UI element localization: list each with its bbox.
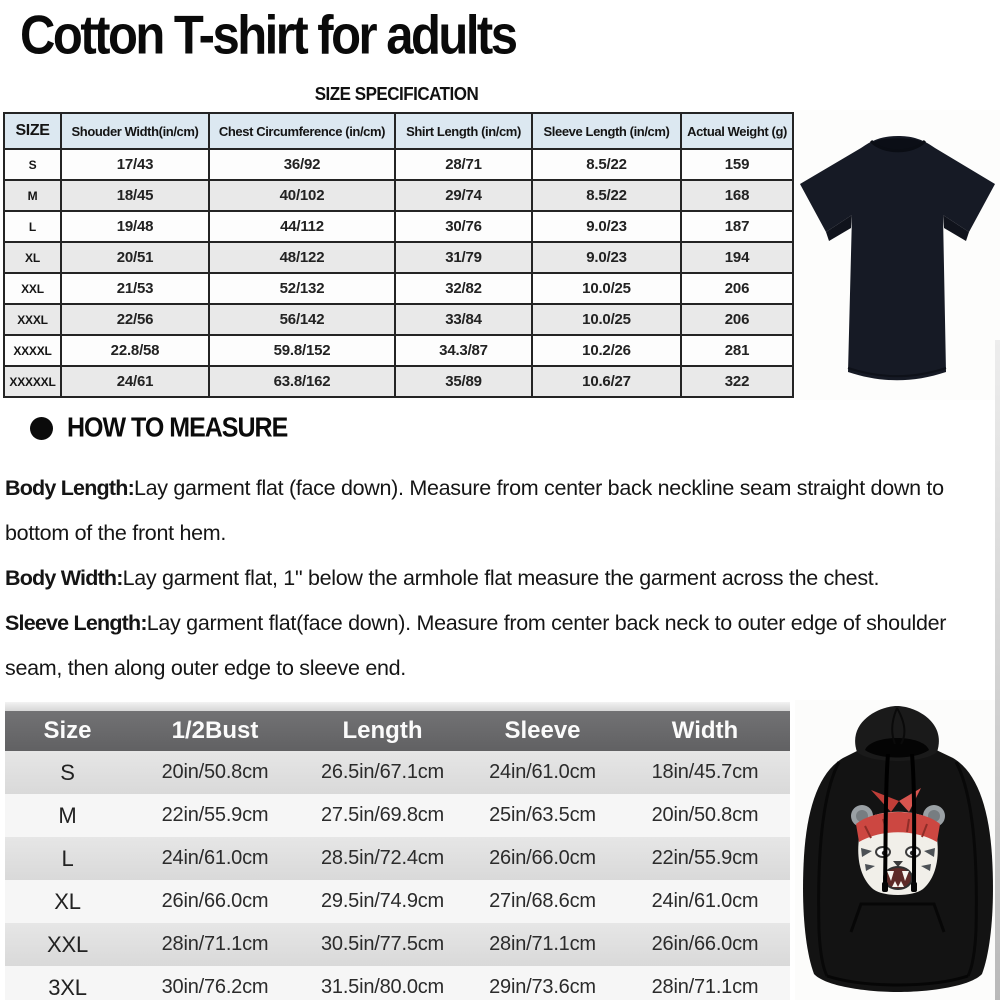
hoodie-table-header-row xyxy=(5,711,790,751)
table-row xyxy=(4,180,793,211)
tshirt-image xyxy=(795,110,1000,400)
value-cell: 24/61 xyxy=(61,366,209,397)
column-header: Shirt Length (in/cm) xyxy=(395,113,532,149)
value-cell: 10.0/25 xyxy=(532,273,681,304)
size-cell: XXXXL xyxy=(4,335,61,366)
how-to-measure-heading: HOW TO MEASURE xyxy=(67,412,288,444)
table-row xyxy=(4,211,793,242)
image-edge-strip xyxy=(995,340,1000,1000)
value-cell: 31/79 xyxy=(395,242,532,273)
measure-item xyxy=(5,601,1000,691)
table-row xyxy=(4,335,793,366)
value-cell: 24in/61.0cm xyxy=(651,890,759,912)
size-cell: XXXL xyxy=(4,304,61,335)
size-cell: 3XL xyxy=(48,974,87,1000)
value-cell: 29in/73.6cm xyxy=(489,976,596,998)
value-cell: 52/132 xyxy=(209,273,395,304)
size-cell: XXL xyxy=(47,931,88,957)
value-cell: 21/53 xyxy=(61,273,209,304)
size-cell: S xyxy=(60,759,75,785)
value-cell: 10.6/27 xyxy=(532,366,681,397)
column-header: Size xyxy=(5,711,130,751)
value-cell: 26in/66.0cm xyxy=(489,847,596,869)
hoodie-image xyxy=(795,700,1000,1000)
measure-label: Sleeve Length: xyxy=(5,611,147,635)
value-cell: 27in/68.6cm xyxy=(489,890,596,912)
column-header: SIZE xyxy=(4,113,61,149)
column-header: Actual Weight (g) xyxy=(681,113,793,149)
size-cell: M xyxy=(58,802,77,828)
value-cell: 35/89 xyxy=(395,366,532,397)
column-header: Chest Circumference (in/cm) xyxy=(209,113,395,149)
value-cell: 59.8/152 xyxy=(209,335,395,366)
value-cell: 28in/71.1cm xyxy=(161,933,269,955)
value-cell: 34.3/87 xyxy=(395,335,532,366)
value-cell: 22in/55.9cm xyxy=(161,804,269,826)
value-cell: 18/45 xyxy=(61,180,209,211)
value-cell: 9.0/23 xyxy=(532,242,681,273)
value-cell: 22in/55.9cm xyxy=(651,847,759,869)
table-row xyxy=(4,366,793,397)
value-cell: 26in/66.0cm xyxy=(161,890,269,912)
value-cell: 32/82 xyxy=(395,273,532,304)
value-cell: 63.8/162 xyxy=(209,366,395,397)
measure-label: Body Length: xyxy=(5,476,134,500)
table-row xyxy=(4,242,793,273)
value-cell: 29.5in/74.9cm xyxy=(320,890,445,912)
value-cell: 22/56 xyxy=(61,304,209,335)
value-cell: 206 xyxy=(681,304,793,335)
value-cell: 8.5/22 xyxy=(532,180,681,211)
value-cell: 48/122 xyxy=(209,242,395,273)
value-cell: 24in/61.0cm xyxy=(161,847,269,869)
size-cell: XXXXXL xyxy=(4,366,61,397)
value-cell: 30in/76.2cm xyxy=(161,976,269,998)
value-cell: 18in/45.7cm xyxy=(651,761,759,783)
value-cell: 29/74 xyxy=(395,180,532,211)
hoodie-size-table-wrap xyxy=(5,702,790,1000)
value-cell: 194 xyxy=(681,242,793,273)
value-cell: 206 xyxy=(681,273,793,304)
value-cell: 56/142 xyxy=(209,304,395,335)
value-cell: 168 xyxy=(681,180,793,211)
value-cell: 30/76 xyxy=(395,211,532,242)
table-row xyxy=(5,794,790,837)
value-cell: 17/43 xyxy=(61,149,209,180)
size-table-header-row xyxy=(4,113,793,149)
value-cell: 31.5in/80.0cm xyxy=(320,976,445,998)
how-to-measure-row xyxy=(30,414,287,443)
size-specification-heading: SIZE SPECIFICATION xyxy=(314,84,479,105)
value-cell: 24in/61.0cm xyxy=(489,761,596,783)
value-cell: 25in/63.5cm xyxy=(489,804,596,826)
table-row xyxy=(5,837,790,880)
column-header: Sleeve Length (in/cm) xyxy=(532,113,681,149)
tshirt-photo xyxy=(795,110,1000,400)
value-cell: 28.5in/72.4cm xyxy=(320,847,445,869)
value-cell: 20in/50.8cm xyxy=(651,804,759,826)
bullet-icon xyxy=(30,417,53,440)
value-cell: 27.5in/69.8cm xyxy=(320,804,445,826)
table-row xyxy=(4,149,793,180)
value-cell: 159 xyxy=(681,149,793,180)
measure-item xyxy=(5,556,1000,601)
table-row xyxy=(5,880,790,923)
value-cell: 20/51 xyxy=(61,242,209,273)
value-cell: 33/84 xyxy=(395,304,532,335)
column-header: 1/2Bust xyxy=(130,711,300,751)
table-row xyxy=(5,923,790,966)
value-cell: 40/102 xyxy=(209,180,395,211)
table-row xyxy=(5,966,790,1000)
table-row xyxy=(4,304,793,335)
value-cell: 26.5in/67.1cm xyxy=(320,761,445,783)
size-cell: L xyxy=(61,845,74,871)
hoodie-size-table xyxy=(5,711,790,1000)
column-header: Width xyxy=(620,711,790,751)
size-cell: XL xyxy=(4,242,61,273)
table-top-edge xyxy=(5,702,790,711)
column-header: Shouder Width(in/cm) xyxy=(61,113,209,149)
value-cell: 44/112 xyxy=(209,211,395,242)
value-cell: 30.5in/77.5cm xyxy=(320,933,445,955)
value-cell: 22.8/58 xyxy=(61,335,209,366)
table-row xyxy=(4,273,793,304)
measure-label: Body Width: xyxy=(5,566,123,590)
value-cell: 8.5/22 xyxy=(532,149,681,180)
page-title: Cotton T-shirt for adults xyxy=(20,5,516,66)
size-cell: XL xyxy=(54,888,81,914)
size-cell: S xyxy=(4,149,61,180)
value-cell: 322 xyxy=(681,366,793,397)
measure-text: Lay garment flat (face down). Measure from center back neckline seam straight down to bottom of the front hem. xyxy=(5,476,944,545)
value-cell: 187 xyxy=(681,211,793,242)
value-cell: 28in/71.1cm xyxy=(489,933,596,955)
measure-text: Lay garment flat, 1" below the armhole flat measure the garment across the chest. xyxy=(122,566,880,590)
column-header: Length xyxy=(300,711,465,751)
size-cell: M xyxy=(4,180,61,211)
value-cell: 281 xyxy=(681,335,793,366)
value-cell: 28in/71.1cm xyxy=(651,976,759,998)
size-cell: L xyxy=(4,211,61,242)
value-cell: 28/71 xyxy=(395,149,532,180)
measure-instructions xyxy=(5,466,1000,691)
measure-text: Lay garment flat(face down). Measure from center back neck to outer edge of shoulder seam, then along outer edge to sleeve end. xyxy=(5,611,947,680)
value-cell: 10.2/26 xyxy=(532,335,681,366)
value-cell: 9.0/23 xyxy=(532,211,681,242)
value-cell: 20in/50.8cm xyxy=(161,761,269,783)
tshirt-size-table xyxy=(3,112,794,398)
value-cell: 10.0/25 xyxy=(532,304,681,335)
value-cell: 19/48 xyxy=(61,211,209,242)
measure-item xyxy=(5,466,1000,556)
hoodie-photo xyxy=(795,700,1000,1000)
size-cell: XXL xyxy=(4,273,61,304)
value-cell: 36/92 xyxy=(209,149,395,180)
value-cell: 26in/66.0cm xyxy=(651,933,759,955)
table-row xyxy=(5,751,790,794)
column-header: Sleeve xyxy=(465,711,620,751)
